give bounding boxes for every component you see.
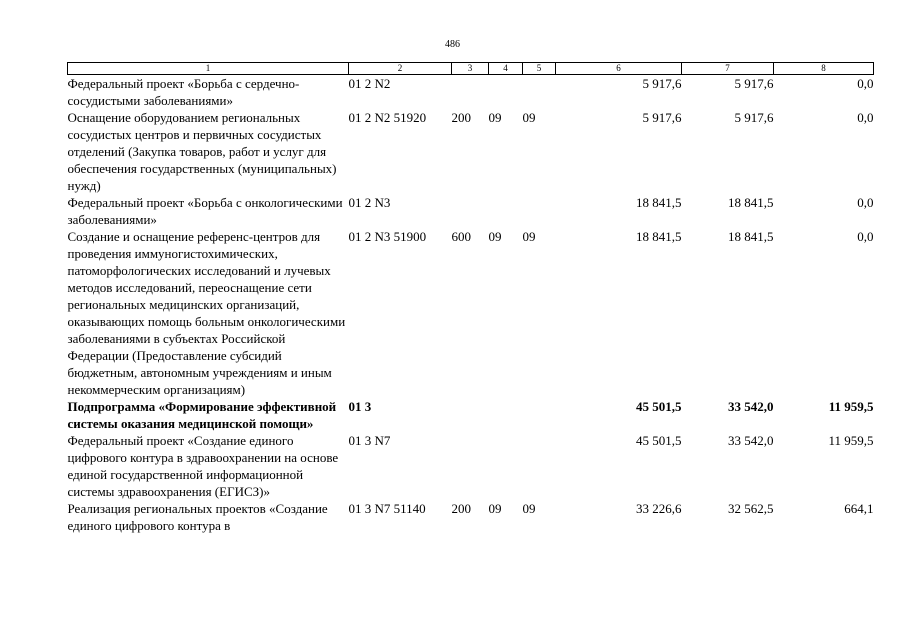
row-col7: 18 841,5: [728, 195, 774, 210]
row-name: Федеральный проект «Создание единого цифрового контура в здравоохранении на основе единой государственной информационной системы здравоохранения (ЕГИСЗ)»: [67, 433, 339, 499]
row-rz: 09: [488, 229, 502, 244]
row-col8: 0,0: [857, 76, 874, 91]
row-pr: [523, 75, 556, 110]
row-col7: 5 917,6: [734, 110, 774, 125]
header-col-7: 7: [682, 63, 774, 75]
row-name: Подпрограмма «Формирование эффективной системы оказания медицинской помощи»: [67, 399, 337, 431]
row-vr: 200: [451, 501, 471, 516]
row-rz: [489, 432, 523, 500]
row-col7: 33 542,0: [728, 433, 774, 448]
row-col6: 45 501,5: [636, 399, 682, 414]
row-vr: 600: [451, 229, 471, 244]
table-row: [68, 194, 874, 228]
row-rz: [489, 398, 523, 432]
table-row: [68, 75, 874, 110]
row-col7: 33 542,0: [728, 399, 774, 414]
row-name: Федеральный проект «Борьба с онкологическими заболеваниями»: [67, 195, 343, 227]
row-name: Реализация региональных проектов «Создание единого цифрового контура в: [67, 501, 328, 533]
row-vr: 200: [451, 110, 471, 125]
table-body: [68, 75, 874, 535]
header-col-8: 8: [774, 63, 874, 75]
header-col-6: 6: [556, 63, 682, 75]
page-number: 486: [445, 39, 460, 50]
row-col7: 18 841,5: [728, 229, 774, 244]
row-pr: [523, 398, 556, 432]
row-name: Федеральный проект «Борьба с сердечно-сосудистыми заболеваниями»: [67, 76, 300, 108]
header-col-4: 4: [489, 63, 523, 75]
row-pr: [523, 194, 556, 228]
row-col6: 5 917,6: [642, 110, 682, 125]
row-vr: [452, 194, 489, 228]
row-col8: 664,1: [844, 501, 874, 516]
row-csr: 01 2 N3: [348, 195, 391, 210]
header-col-1: 1: [68, 63, 349, 75]
row-col7: 32 562,5: [728, 501, 774, 516]
budget-table: [67, 62, 874, 534]
row-rz: 09: [488, 501, 502, 516]
table-row-subprogram: [68, 398, 874, 432]
header-col-3: 3: [452, 63, 489, 75]
table-row: [68, 109, 874, 194]
row-col8: 0,0: [857, 229, 874, 244]
table-header: [68, 63, 874, 75]
row-vr: [452, 398, 489, 432]
row-name: Оснащение оборудованием региональных сосудистых центров и первичных сосудистых отделений (Закупка товаров, работ и услуг для обеспечения государственных (муниципальных) нужд): [67, 110, 337, 193]
row-col8: 11 959,5: [828, 433, 874, 448]
row-col6: 18 841,5: [636, 195, 682, 210]
row-pr: [523, 432, 556, 500]
row-pr: 09: [522, 229, 536, 244]
row-col8: 11 959,5: [828, 399, 874, 414]
row-csr: 01 3 N7: [348, 433, 391, 448]
row-vr: [452, 432, 489, 500]
row-csr: 01 3 N7 51140: [348, 501, 426, 516]
row-rz: [489, 194, 523, 228]
row-rz: [489, 75, 523, 110]
row-csr: 01 3: [348, 399, 372, 414]
row-col6: 33 226,6: [636, 501, 682, 516]
row-csr: 01 2 N2 51920: [348, 110, 427, 125]
row-col7: 5 917,6: [734, 76, 774, 91]
row-csr: 01 2 N3 51900: [348, 229, 427, 244]
row-col6: 5 917,6: [642, 76, 682, 91]
header-row: [68, 63, 874, 75]
row-col8: 0,0: [857, 110, 874, 125]
row-pr: 09: [522, 110, 536, 125]
row-col6: 18 841,5: [636, 229, 682, 244]
row-pr: 09: [522, 501, 536, 516]
header-col-2: 2: [349, 63, 452, 75]
table-row: [68, 228, 874, 398]
row-vr: [452, 75, 489, 110]
row-col8: 0,0: [857, 195, 874, 210]
row-csr: 01 2 N2: [348, 76, 391, 91]
table-row: [68, 432, 874, 500]
row-rz: 09: [488, 110, 502, 125]
row-name: Создание и оснащение референс-центров для проведения иммуногистохимических, патоморфологических исследований и лучевых методов исследований, переоснащение сети региональных медицинских организаций, оказывающих помощь больным онкологическими заболеваниями в субъектах Российской Федерации (Предоставление субсидий бюджетным, автономным учреждениям и иным некоммерческим организациям): [67, 229, 346, 397]
table-row: [68, 500, 874, 534]
header-col-5: 5: [523, 63, 556, 75]
row-col6: 45 501,5: [636, 433, 682, 448]
